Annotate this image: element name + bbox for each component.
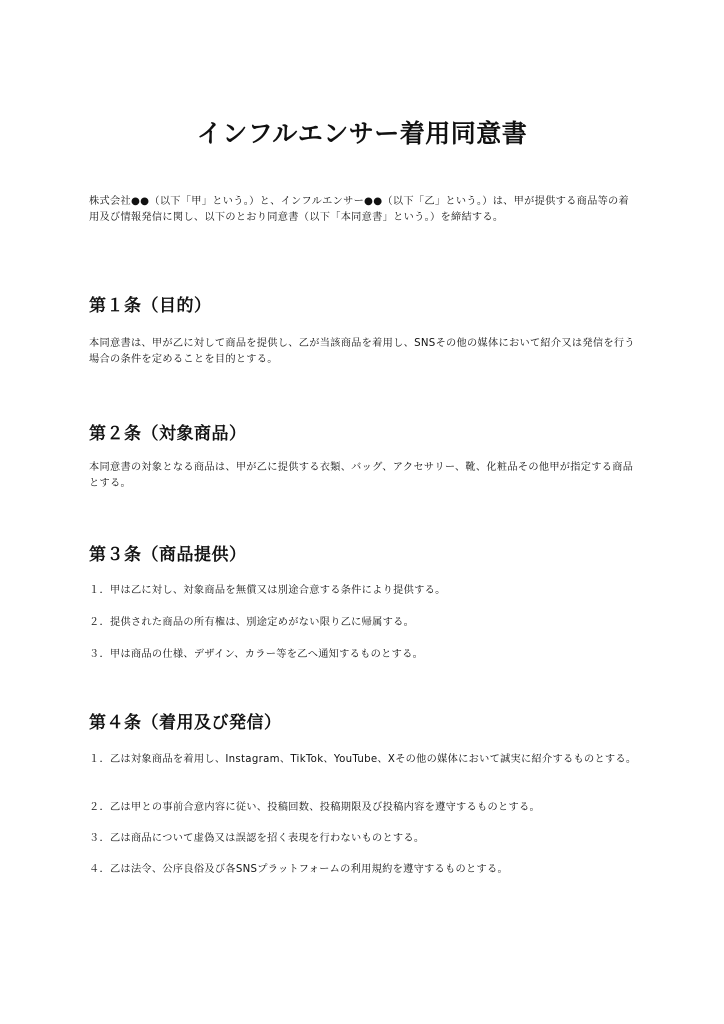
list-item: １．乙は対象商品を着用し、Instagram、TikTok、YouTube、Xその他の媒体において誠実に紹介するものとする。 (89, 754, 637, 765)
list-item: ３．甲は商品の仕様、デザイン、カラー等を乙へ通知するものとする。 (89, 649, 424, 660)
article-2-heading: 第２条（対象商品） (89, 424, 247, 444)
article-2-body: 本同意書の対象となる商品は、甲が乙に提供する衣類、バッグ、アクセサリー、靴、化粧品その他甲が指定する商品とする。 (89, 462, 634, 489)
list-item: ２．提供された商品の所有権は、別途定めがない限り乙に帰属する。 (89, 617, 415, 628)
document-title: インフルエンサー着用同意書 (196, 119, 528, 148)
article-3-heading: 第３条（商品提供） (89, 545, 247, 565)
list-item: ４．乙は法令、公序良俗及び各SNSプラットフォームの利用規約を遵守するものとする。 (89, 864, 508, 875)
list-item: １．甲は乙に対し、対象商品を無償又は別途合意する条件により提供する。 (89, 585, 446, 596)
list-item: ３．乙は商品について虚偽又は誤認を招く表現を行わないものとする。 (89, 833, 425, 844)
article-1-heading: 第１条（目的） (89, 296, 212, 316)
intro-paragraph: 株式会社●●（以下「甲」という。）と、インフルエンサー●●（以下「乙」という。）は、甲が提供する商品等の着用及び情報発信に関し、以下のとおり同意書（以下「本同意書」という。）を締結する。 (89, 196, 630, 223)
article-4-heading: 第４条（着用及び発信） (89, 713, 282, 733)
article-1-body: 本同意書は、甲が乙に対して商品を提供し、乙が当該商品を着用し、SNSその他の媒体において紹介又は発信を行う場合の条件を定めることを目的とする。 (89, 338, 635, 365)
list-item: ２．乙は甲との事前合意内容に従い、投稿回数、投稿期限及び投稿内容を遵守するものとする。 (89, 802, 540, 813)
